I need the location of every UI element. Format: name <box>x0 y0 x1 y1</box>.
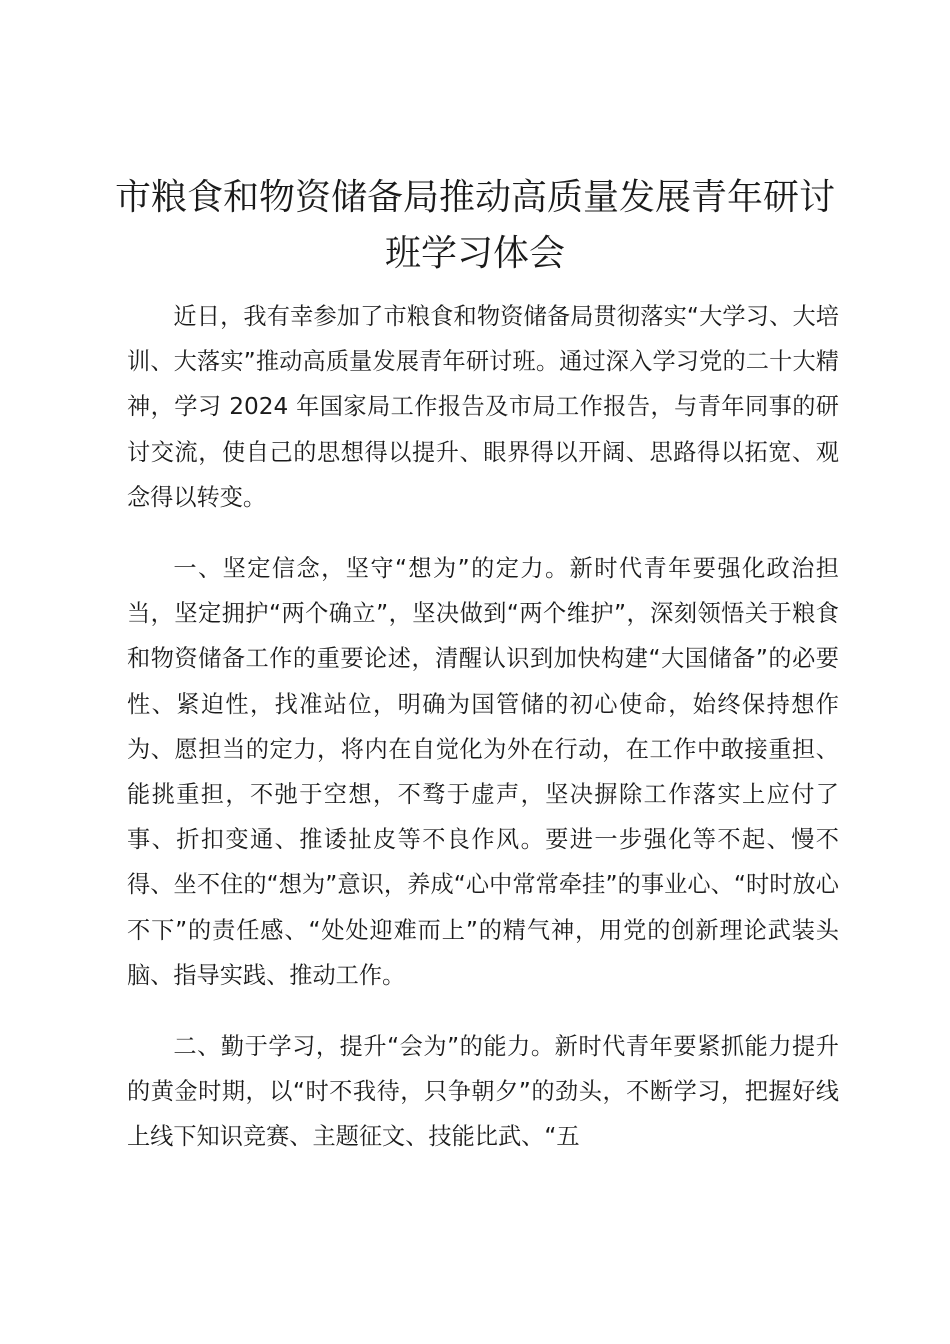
document-body <box>127 294 839 1186</box>
paragraph-section-one: 一、坚定信念，坚守“想为”的定力。新时代青年要强化政治担当，坚定拥护“两个确立”，坚决做到“两个维护”，深刻领悟关于粮食和物资储备工作的重要论述，清醒认识到加快构建“大国储备”的必要性、紧迫性，找准站位，明确为国管储的初心使命，始终保持想作为、愿担当的定力，将内在自觉化为外在行动，在工作中敢接重担、能挑重担，不弛于空想，不骛于虚声，坚决摒除工作落实上应付了事、折扣变通、推诿扯皮等不良作风。要进一步强化等不起、慢不得、坐不住的“想为”意识，养成“心中常常牵挂”的事业心、“时时放心不下”的责任感、“处处迎难而上”的精气神，用党的创新理论武装头脑、指导实践、推动工作。 <box>127 555 839 989</box>
paragraph-intro: 近日，我有幸参加了市粮食和物资储备局贯彻落实“大学习、大培训、大落实”推动高质量发展青年研讨班。通过深入学习党的二十大精神，学习 2024 年国家局工作报告及市局工作报告，与青年同事的研讨交流，使自己的思想得以提升、眼界得以开阔、思路得以拓宽、观念得以转变。 <box>127 303 839 511</box>
document-title: 市粮食和物资储备局推动高质量发展青年研讨班学习体会 <box>114 177 835 274</box>
paragraph-section-two: 二、勤于学习，提升“会为”的能力。新时代青年要紧抓能力提升的黄金时期，以“时不我待，只争朝夕”的劲头，不断学习，把握好线上线下知识竞赛、主题征文、技能比武、“五 <box>127 1033 839 1151</box>
